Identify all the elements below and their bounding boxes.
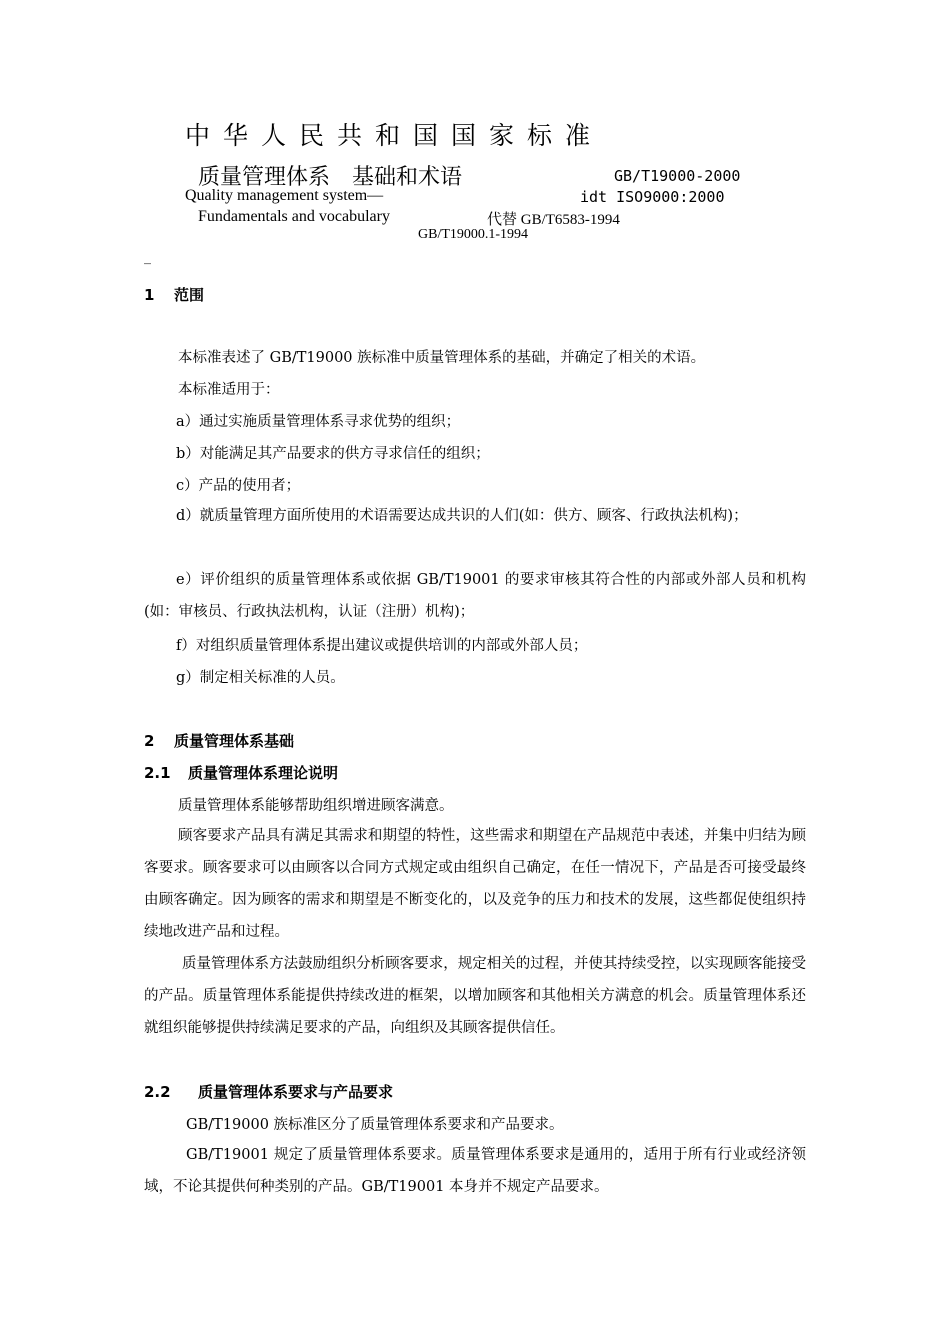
standard-code: GB/T19000-2000 (614, 167, 741, 185)
section-2-1-paragraph: 质量管理体系方法鼓励组织分析顾客要求，规定相关的过程，并使其持续受控，以实现顾客能接受的产品。质量管理体系能提供持续改进的框架，以增加顾客和其他相关方满意的机会。质量管理体系还就组织能够提供持续满足要求的产品，向组织及其顾客提供信任。 (144, 956, 806, 1036)
chinese-subtitle: 质量管理体系 基础和术语 (198, 165, 463, 190)
section-2-1-heading (144, 762, 338, 783)
scope-list-item: a）通过实施质量管理体系寻求优势的组织； (176, 414, 461, 430)
section-2-1-number: 2.1 (144, 764, 171, 782)
section-2-1-paragraph: 质量管理体系能够帮助组织增进顾客满意。 (178, 798, 454, 814)
document-title: 中华人民共和国国家标准 (185, 121, 604, 150)
scope-list-item: g）制定相关标准的人员。 (176, 670, 345, 686)
idt-reference: idt ISO9000:2000 (580, 188, 725, 206)
section-2-title: 质量管理体系基础 (174, 732, 295, 750)
section-1-paragraph: 本标准表述了 GB/T19000 族标准中质量管理体系的基础，并确定了相关的术语。 (178, 350, 706, 366)
english-subtitle-line-1: Quality management system— (185, 187, 384, 204)
scope-list-item: e）评价组织的质量管理体系或依据 GB/T19001 的要求审核其符合性的内部或外部人员和机构(如：审核员、行政执法机构，认证（注册）机构)； (144, 572, 806, 620)
replaces-standard-1: 代替 GB/T6583-1994 (487, 212, 620, 228)
scope-list-item: c）产品的使用者； (176, 478, 301, 494)
section-2-2-heading (144, 1081, 393, 1102)
section-1-paragraph: 本标准适用于： (178, 382, 280, 398)
section-2-number: 2 (144, 732, 155, 750)
section-1-heading (144, 284, 204, 305)
section-2-2-paragraph: GB/T19000 族标准区分了质量管理体系要求和产品要求。 (186, 1117, 564, 1133)
section-2-2-title: 质量管理体系要求与产品要求 (198, 1083, 394, 1101)
section-2-2-number: 2.2 (144, 1083, 171, 1101)
section-1-title: 范围 (174, 286, 205, 304)
separator-mark: _ (144, 249, 151, 265)
section-2-1-paragraph: 顾客要求产品具有满足其需求和期望的特性，这些需求和期望在产品规范中表述，并集中归结为顾客要求。顾客要求可以由顾客以合同方式规定或由组织自己确定，在任一情况下，产品是否可接受最终由顾客确定。因为顾客的需求和期望是不断变化的，以及竞争的压力和技术的发展，这些都促使组织持续地改进产品和过程。 (144, 828, 806, 940)
scope-list-item: f）对组织质量管理体系提出建议或提供培训的内部或外部人员； (176, 638, 588, 654)
english-subtitle-line-2: Fundamentals and vocabulary (198, 208, 390, 225)
section-2-heading (144, 730, 294, 751)
scope-list-item: d）就质量管理方面所使用的术语需要达成共识的人们(如：供方、顾客、行政执法机构)； (176, 508, 748, 524)
replaces-standard-2: GB/T19000.1-1994 (418, 227, 529, 242)
section-1-number: 1 (144, 286, 155, 304)
section-2-2-paragraph: GB/T19001 规定了质量管理体系要求。质量管理体系要求是通用的，适用于所有行业或经济领域，不论其提供何种类别的产品。GB/T19001 本身并不规定产品要求。 (144, 1147, 806, 1195)
section-2-1-title: 质量管理体系理论说明 (188, 764, 339, 782)
scope-list-item: b）对能满足其产品要求的供方寻求信任的组织； (176, 446, 490, 462)
